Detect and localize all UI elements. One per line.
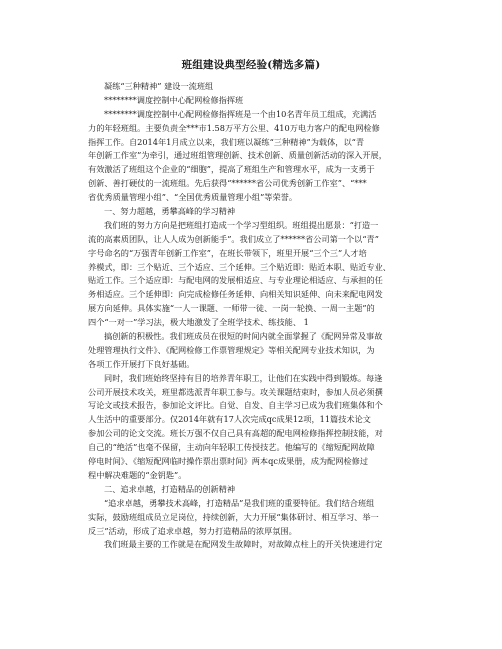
text-line: ********调度控制中心配网检修指挥班 bbox=[104, 94, 244, 105]
text-line: 四个“一对一”学习法，极大地激发了全班学技术、练技能、 1 bbox=[88, 317, 309, 328]
text-line: 展方向延伸。具体实施“一人一课题、一师带一徒、一岗一轮换、一周一主题”的 bbox=[88, 303, 375, 314]
text-line: 实际，鼓励班组成员立足岗位，持续创新，大力开展“集体研讨、相互学习、举一 bbox=[88, 511, 379, 522]
text-line: 指挥工作。自2014年1月成立以来，我们班以凝练“三种精神”为载体，以“青 bbox=[88, 136, 365, 147]
text-line: 字号命名的“万强青年创新工作室”，在班长带领下，班里开展“三个三”人才培 bbox=[88, 247, 367, 258]
text-line: 参加公司的论文交流。班长万强不仅自己具有高超的配电网检修指挥控制技能，对 bbox=[88, 428, 383, 439]
document-title: 班组建设典型经验(精选多篇) bbox=[181, 59, 321, 71]
text-line: 流的高素质团队，让人人成为创新能手”。我们成立了******省公司第一个以“青” bbox=[88, 233, 379, 244]
text-line: 养模式，即：三个贴近、三个适应、三个延伸。三个贴近即：贴近本职、贴近专业、 bbox=[88, 261, 391, 272]
text-line: 写论文或技术报告，参加论文评比。自觉、自发、自主学习已成为我们班集体和个 bbox=[88, 400, 383, 411]
text-line: 贴近工作。三个适应即：与配电网的发展相适应、与专业理论相适应、与承担的任 bbox=[88, 275, 383, 286]
text-line: 我们班最主要的工作就是在配网发生故障时，对故障点柱上的开关快速进行定 bbox=[104, 539, 383, 550]
text-line: 各项工作开展打下良好基础。 bbox=[88, 358, 195, 369]
document-body bbox=[88, 80, 410, 552]
text-line: ********调度控制中心配网检修指挥班是一个由10名青年员工组成，充满活 bbox=[104, 108, 377, 119]
text-line: “追求卓越，勇攀技术高峰，打造精品”是我们班的重要特征。我们结合班组 bbox=[104, 497, 375, 508]
text-line: 年创新工作室”为牵引，通过班组管理创新、技术创新、质量创新活动的深入开展， bbox=[88, 150, 387, 161]
text-line: 处理管理执行文件》、《配网检修工作票管理规定》等相关配网专业技术知识，为 bbox=[88, 344, 375, 355]
text-line: 有效激活了班组这个企业的“细胞”，提高了班组生产和管理水平，成为一支勇于 bbox=[88, 164, 375, 175]
text-line: 公司开展技术攻关，班里都选派青年职工参与。攻关课题结束时，参加人员必须撰 bbox=[88, 386, 383, 397]
text-line: 同时，我们班始终坚持有目的培养青年职工，让他们在实践中得到锻炼。每逢 bbox=[104, 372, 383, 383]
text-line: 一、努力超越，勇攀高峰的学习精神 bbox=[104, 206, 236, 217]
text-line: 力的年轻班组。主要负责全***市1.58万平方公里、410万电力客户的配电网检修 bbox=[88, 122, 380, 133]
text-line: 程中解决难题的“金钥匙”。 bbox=[88, 469, 187, 480]
text-line: 停电时间》、《缩短配网临时操作票出票时间》两本qc成果册，成为配网检修过 bbox=[88, 456, 369, 467]
text-line: 凝练“三种精神” 建设一流班组 bbox=[104, 81, 214, 91]
text-line: 务相适应。三个延伸即：向完成检修任务延伸、向相关知识延伸、向未来配电网发 bbox=[88, 289, 383, 300]
text-line: 自己的“绝活”也毫不保留，主动向年轻职工传授技艺。他编写的《缩短配网故障 bbox=[88, 442, 375, 453]
text-line: 搞创新的积极性。我们班成员在很短的时间内就全面掌握了《配网异常及事故 bbox=[104, 331, 383, 342]
text-line: 我们班的努力方向是把班组打造成一个学习型组织。班组提出愿景：“打造一 bbox=[104, 219, 379, 230]
text-line: 二、追求卓越，打造精品的创新精神 bbox=[104, 483, 236, 494]
text-line: 反三”活动，形成了追求卓越，努力打造精品的浓厚氛围。 bbox=[88, 525, 297, 536]
text-line: 省优秀质量管理小组”、“全国优秀质量管理小组”等荣誉。 bbox=[88, 192, 298, 203]
text-line: 创新、善打硬仗的一流班组。先后获得“******省公司优秀创新工作室”、“*** bbox=[88, 178, 367, 189]
text-line: 人生活中的重要部分。仅2014年就有17人次完成qc成果12项，11篇技术论文 bbox=[88, 414, 371, 425]
